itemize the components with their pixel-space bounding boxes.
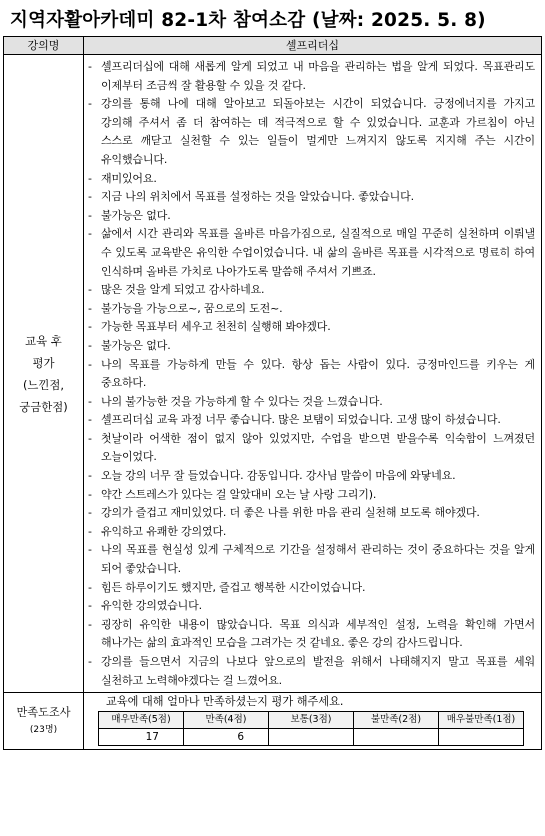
feedback-text: 불가능은 없다. (101, 208, 171, 222)
evaluation-row (4, 55, 542, 693)
evaluation-label-line: 교육 후 (25, 333, 62, 348)
feedback-text: 불가능을 가능으로~, 꿈으로의 도전~. (101, 301, 283, 315)
feedback-text: 지금 나의 위치에서 목표를 설정하는 것을 알았습니다. 좋았습니다. (101, 190, 414, 204)
scale-label: 불만족(2점) (354, 712, 439, 729)
feedback-text: 강의를 통해 나에 대해 알아보고 되돌아보는 시간이 되었습니다. 긍정에너지를 가지고 강의해 주셔서 좀 더 참여하는 데 적극적으로 할 수 있었습니다. 교훈과 가르침이 아닌 스스로 깨닫고 실천할 수 있는 일들이 멀게만 느껴지지 않도록 지지해 주는 시간이 유익했습니다. (101, 97, 535, 166)
feedback-text: 강의가 즐겁고 재미있었다. 더 좋은 나를 위한 마음 관리 실천해 보도록 해야겠다. (101, 506, 480, 520)
feedback-text: 가능한 목표부터 세우고 천천히 실행해 봐야겠다. (101, 320, 331, 334)
feedback-item (88, 486, 535, 505)
bullet-dash: - (88, 524, 92, 538)
bullet-dash: - (88, 283, 92, 297)
feedback-item (88, 616, 535, 653)
feedback-text: 힘든 하루이기도 했지만, 즐겁고 행복한 시간이었습니다. (101, 580, 366, 594)
bullet-dash: - (88, 338, 92, 352)
feedback-item (88, 281, 535, 300)
satisfaction-title: 만족도조사 (16, 706, 71, 720)
satisfaction-content (84, 693, 542, 750)
feedback-item (88, 225, 535, 281)
bullet-dash: - (88, 580, 92, 594)
scale-label: 매우만족(5점) (99, 712, 184, 729)
feedback-text: 많은 것을 알게 되었고 감사하네요. (101, 283, 265, 297)
header-row (4, 37, 542, 55)
feedback-item (88, 430, 535, 467)
feedback-text: 불가능은 없다. (101, 338, 171, 352)
feedback-text: 셀프리더십 교육 과정 너무 좋습니다. 많은 보탬이 되었습니다. 고생 많이 하셨습니다. (101, 413, 501, 427)
feedback-item (88, 541, 535, 578)
feedback-text: 나의 목표를 가능하게 만들 수 있다. 항상 돕는 사람이 있다. 긍정마인드를 키우는 게 중요하다. (101, 357, 535, 390)
scale-header-row (99, 712, 524, 729)
bullet-dash: - (88, 301, 92, 315)
feedback-text: 삶에서 시간 관리와 목표를 올바른 마음가짐으로, 실질적으로 매일 꾸준히 실천하며 이뤄낼 수 있도록 교육받은 유익한 수업이었습니다. 내 삶의 올바른 목표를 시각적으로 명료히 하여 인식하며 올바른 가치로 나아가도록 말씀해 주셔서 기쁘죠. (101, 227, 535, 278)
feedback-text: 굉장히 유익한 내용이 많았습니다. 목표 의식과 세부적인 설정, 노력을 확인해 가면서 해나가는 삶의 효과적인 모습을 그려가는 것 같네요. 좋은 강의 감사드립니다. (101, 617, 535, 650)
feedback-item (88, 337, 535, 356)
evaluation-label-line: (느낀점, (22, 377, 65, 392)
bullet-dash: - (88, 208, 92, 222)
feedback-item (88, 318, 535, 337)
evaluation-label (4, 55, 84, 693)
feedback-item (88, 393, 535, 412)
feedback-item (88, 653, 535, 690)
scale-value (269, 729, 354, 746)
feedback-text: 나의 불가능한 것을 가능하게 할 수 있다는 것을 느꼈습니다. (101, 394, 383, 408)
feedback-item (88, 170, 535, 189)
feedback-item (88, 523, 535, 542)
bullet-dash: - (88, 599, 92, 613)
feedback-item (88, 188, 535, 207)
feedback-text: 재미있어요. (101, 171, 157, 185)
bullet-dash: - (88, 655, 92, 668)
feedback-item (88, 504, 535, 523)
bullet-dash: - (88, 431, 92, 445)
feedback-item (88, 300, 535, 319)
feedback-text: 약간 스트레스가 있다는 걸 알았대비 오는 날 사랑 그리기). (101, 487, 377, 501)
satisfaction-prompt: 교육에 대해 얼마나 만족하셨는지 평가 해주세요. (106, 695, 344, 709)
satisfaction-label (4, 693, 84, 750)
feedback-item (88, 579, 535, 598)
scale-value-row (99, 729, 524, 746)
bullet-dash: - (88, 190, 92, 204)
feedback-text: 강의를 들으면서 지금의 나보다 앞으로의 발전을 위해서 나태해지지 말고 목표를 세워 실천하고 노력해야겠다는 걸 느꼈어요. (101, 655, 535, 687)
feedback-item (88, 207, 535, 226)
scale-value (439, 729, 524, 746)
evaluation-label-line: 궁금한점) (19, 399, 68, 414)
bullet-dash: - (88, 413, 92, 427)
bullet-dash: - (88, 357, 92, 371)
bullet-dash: - (88, 617, 92, 631)
bullet-dash: - (88, 394, 92, 408)
feedback-text: 셀프리더십에 대해 새롭게 알게 되었고 내 마음을 관리하는 법을 알게 되었다. 목표관리도 이제부터 조금씩 잘 활용할 수 있을 것 같다. (101, 60, 535, 92)
feedback-item (88, 411, 535, 430)
feedback-text: 유익하고 유쾌한 강의였다. (101, 524, 227, 538)
evaluation-content (84, 55, 542, 693)
feedback-item (88, 58, 535, 95)
feedback-list (88, 58, 535, 690)
scale-label: 만족(4점) (184, 712, 269, 729)
survey-table (3, 36, 542, 750)
feedback-item (88, 597, 535, 616)
respondent-count: (23명) (29, 725, 58, 736)
header-lecture-name: 셀프리더십 (84, 37, 542, 55)
satisfaction-scale (98, 711, 524, 746)
bullet-dash: - (88, 543, 92, 557)
bullet-dash: - (88, 171, 92, 185)
bullet-dash: - (88, 320, 92, 334)
feedback-text: 첫날이라 어색한 점이 없지 않아 있었지만, 수업을 받으면 받을수록 익숙함이 느껴졌던 오늘이었다. (101, 431, 535, 464)
feedback-text: 유익한 강의였습니다. (101, 599, 202, 613)
feedback-item (88, 356, 535, 393)
scale-value: 17 (99, 729, 184, 746)
bullet-dash: - (88, 506, 92, 520)
bullet-dash: - (88, 469, 92, 483)
scale-value (354, 729, 439, 746)
bullet-dash: - (88, 487, 92, 501)
bullet-dash: - (88, 60, 92, 73)
document-title: 지역자활아카데미 82-1차 참여소감 (날짜: 2025. 5. 8) (10, 10, 486, 31)
satisfaction-row (4, 693, 542, 750)
feedback-item (88, 95, 535, 169)
feedback-text: 나의 목표를 현실성 있게 구체적으로 기간을 설정해서 관리하는 것이 중요하다는 것을 알게 되어 좋았습니다. (101, 543, 535, 576)
scale-label: 매우불만족(1점) (439, 712, 524, 729)
scale-value: 6 (184, 729, 269, 746)
scale-label: 보통(3점) (269, 712, 354, 729)
bullet-dash: - (88, 97, 92, 111)
header-lecture-label: 강의명 (4, 37, 84, 55)
feedback-text: 오늘 강의 너무 잘 들었습니다. 감동입니다. 강사님 말씀이 마음에 와닿네요. (101, 469, 456, 483)
feedback-item (88, 467, 535, 486)
evaluation-label-line: 평가 (32, 355, 55, 370)
bullet-dash: - (88, 227, 92, 241)
